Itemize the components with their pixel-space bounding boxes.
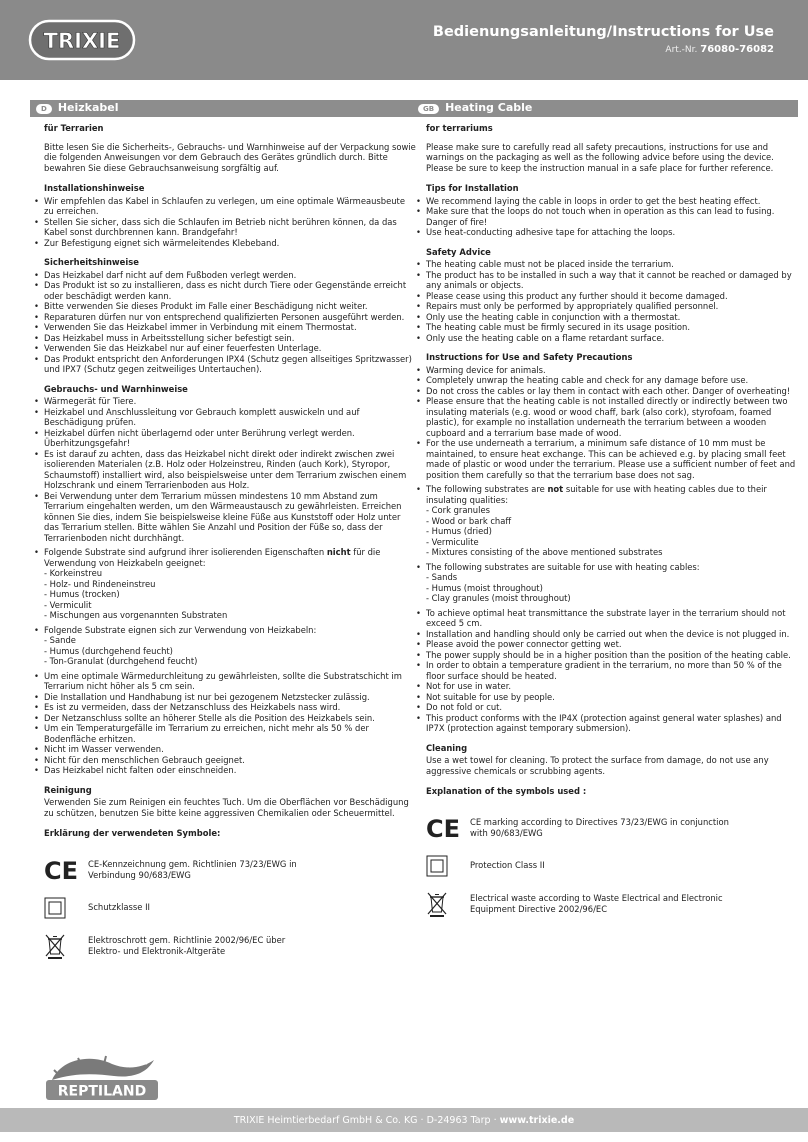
reptiland-logo	[42, 1050, 162, 1104]
trixie-logo	[28, 18, 136, 62]
list-item: • Not suitable for use by people.	[412, 692, 798, 703]
list-item: • Es ist zu vermeiden, dass der Netzanschluss des Heizkabels nass wird.	[30, 702, 416, 713]
list-item: • Heizkabel und Anschlussleitung vor Gebrauch komplett auswickeln und auf Beschädigung prüfen.	[30, 407, 416, 428]
list-item: • Use heat-conducting adhesive tape for attaching the loops.	[412, 227, 798, 238]
symbol-row-class2	[426, 855, 798, 877]
list-item: • Nicht im Wasser verwenden.	[30, 744, 416, 755]
substrate-item: - Holz- und Rindeneinstreu	[44, 578, 156, 589]
substrate-item: - Korkeinstreu	[44, 568, 103, 578]
symbol-desc-ce: CE marking according to Directives 73/23/EWG in conjunction with 90/683/EWG	[470, 817, 729, 838]
list-item: • The heating cable must be firmly secured in its usage position.	[412, 322, 798, 333]
ce-mark-icon	[44, 856, 79, 885]
symbol-desc-ce: CE-Kennzeichnung gem. Richtlinien 73/23/EWG in Verbindung 90/683/EWG	[88, 859, 297, 880]
list-item: • Do not fold or cut.	[412, 702, 798, 713]
section-title: Heizkabel	[57, 101, 119, 115]
list-item: • Das Heizkabel darf nicht auf dem Fußboden verlegt werden.	[30, 270, 416, 281]
list-item: • Please avoid the power connector getting wet.	[412, 639, 798, 650]
substrate-item: - Humus (dried)	[426, 526, 492, 536]
symbol-row-class2	[44, 897, 416, 919]
substrate-item: - Sands	[426, 572, 458, 582]
section-bar-gb	[412, 100, 798, 117]
list-item: • Please cease using this product any further should it become damaged.	[412, 291, 798, 302]
section-title: Heating Cable	[445, 101, 533, 115]
list-item: • Bei Verwendung unter dem Terrarium müssen mindestens 10 mm Abstand zum Terrarium eingehalten werden, um den Wärmeaustausch zu gewährleisten. Erreichen können Sie dies, indem Sie beispielsweise kleine Füße aus Kunststoff oder Holz unter das Terrarium stellen. Bitte wählen Sie Anzahl und Position der Füße so, dass der Terrarienboden nicht durchhängt.	[30, 491, 416, 544]
list-item: • This product conforms with the IP4X (protection against general water splashes) and IP7X (protection against temporary submersion).	[412, 713, 798, 734]
list-item: • Wärmegerät für Tiere.	[30, 396, 416, 407]
footer-company: TRIXIE Heimtierbedarf GmbH & Co. KG · D-24963 Tarp ·	[233, 1114, 497, 1126]
symbol-row-ce	[426, 815, 798, 841]
german-column	[30, 100, 416, 959]
list-item: • Reparaturen dürfen nur von entsprechend qualifizierten Personen ausgeführt werden.	[30, 312, 416, 323]
substrate-item: - Sande	[44, 635, 76, 645]
document-title: Bedienungsanleitung/Instructions for Use	[432, 24, 774, 40]
symbol-row-ce	[44, 857, 416, 883]
language-badge: GB	[418, 104, 439, 114]
list-item: • In order to obtain a temperature gradient in the terrarium, no more than 50 % of the floor surface should be heated.	[412, 660, 798, 681]
list-item: • Nicht für den menschlichen Gebrauch geeignet.	[30, 755, 416, 766]
cleaning-text: Use a wet towel for cleaning. To protect the surface from damage, do not use any aggressive chemicals or scrubbing agents.	[426, 755, 769, 776]
page-footer	[0, 1108, 808, 1132]
heading-symbols: Explanation of the symbols used :	[426, 786, 587, 796]
article-number: Art.-Nr. 76080-76082	[665, 44, 774, 55]
list-item-suitable: • The following substrates are suitable for use with heating cables: - Sands - Humus (moist throughout) - Clay granules (moist throughout)	[412, 562, 798, 604]
svg-text:CE: CE	[426, 814, 461, 843]
list-item: • Completely unwrap the heating cable and check for any damage before use.	[412, 375, 798, 386]
heading-cleaning: Cleaning	[426, 742, 468, 753]
list-item: • Um eine optimale Wärmedurchleitung zu gewährleisten, sollte die Substratschicht im Terrarium nicht höher als 5 cm sein.	[30, 671, 416, 692]
substrate-item: - Mischungen aus vorgenannten Substraten	[44, 610, 228, 620]
language-badge: D	[36, 104, 52, 114]
substrate-item: - Vermiculite	[426, 536, 479, 547]
use-list	[30, 396, 416, 776]
list-item: • We recommend laying the cable in loops in order to get the best heating effect.	[412, 196, 798, 207]
english-column	[412, 100, 798, 917]
substrate-item: - Humus (moist throughout)	[426, 582, 543, 593]
protection-class-2-icon	[44, 897, 66, 919]
svg-text:TRIXIE: TRIXIE	[43, 29, 121, 53]
tips-list	[412, 196, 798, 238]
list-item: • Verwenden Sie das Heizkabel immer in Verbindung mit einem Thermostat.	[30, 322, 416, 333]
weee-bin-icon	[426, 891, 448, 917]
list-item: • Bitte verwenden Sie dieses Produkt im Falle einer Beschädigung nicht weiter.	[30, 301, 416, 312]
heading-use: Instructions for Use and Safety Precautions	[426, 352, 633, 362]
list-item-suitable: • Folgende Substrate eignen sich zur Verwendung von Heizkabeln: - Sande - Humus (durchgehend feucht) - Ton-Granulat (durchgehend feucht)	[30, 625, 416, 667]
substrate-item: - Humus (trocken)	[44, 589, 120, 599]
list-item: • Do not cross the cables or lay them in contact with each other. Danger of overheating!	[412, 386, 798, 397]
list-item: • Repairs must only be performed by appropriately qualified personnel.	[412, 301, 798, 312]
substrate-item: - Wood or bark chaff	[426, 515, 512, 526]
heading-cleaning: Reinigung	[44, 784, 92, 795]
list-item: • Please ensure that the heating cable is not installed directly or indirectly between two insulating materials (e.g. wood or wood chaff, bark (also cork), styrofoam, foamed plastic), for example no installation underneath the terrarium between a wooden cupboard and a terrarium base made of wood.	[412, 396, 798, 438]
heading-symbols: Erklärung der verwendeten Symbole:	[44, 828, 221, 838]
substrate-item: - Mixtures consisting of the above mentioned substrates	[426, 547, 663, 557]
substrate-item: - Humus (durchgehend feucht)	[44, 645, 173, 656]
list-item: • Das Produkt entspricht den Anforderungen IPX4 (Schutz gegen allseitiges Spritzwasser) und IPX7 (Schutz gegen zeitweiliges Untertauchen).	[30, 354, 416, 375]
page-header	[0, 0, 808, 80]
symbol-row-weee	[426, 891, 798, 917]
safety-list	[412, 259, 798, 343]
list-item: • The heating cable must not be placed inside the terrarium.	[412, 259, 798, 270]
list-item-unsuitable: • The following substrates are not suitable for use with heating cables due to their insulating qualities: - Cork granules - Wood or bark chaff - Humus (dried) - Vermiculite - Mixtures consisting of the above mentioned substrates	[412, 484, 798, 558]
symbol-desc-weee: Electrical waste according to Waste Electrical and Electronic Equipment Directive 2002/96/EC	[470, 893, 723, 914]
section-bar-de	[30, 100, 416, 117]
substrate-item: - Cork granules	[426, 505, 490, 515]
cleaning-text: Verwenden Sie zum Reinigen ein feuchtes Tuch. Um die Oberflächen vor Beschädigung zu schützen, benutzen Sie bitte keine aggressiven Chemikalien oder Scheuermittel.	[44, 797, 409, 818]
list-item: • The product has to be installed in such a way that it cannot be reached or damaged by any animals or objects.	[412, 270, 798, 291]
protection-class-2-icon	[426, 855, 448, 877]
list-item: • Die Installation und Handhabung ist nur bei gezogenem Netzstecker zulässig.	[30, 692, 416, 703]
ce-mark-icon	[426, 814, 461, 843]
heading-install: Installationshinweise	[44, 183, 145, 193]
list-item: • Stellen Sie sicher, dass sich die Schlaufen im Betrieb nicht berühren können, da das Kabel sonst durchbrennen kann. Brandgefahr!	[30, 217, 416, 238]
list-item: • To achieve optimal heat transmittance the substrate layer in the terrarium should not exceed 5 cm.	[412, 608, 798, 629]
list-item: • Es ist darauf zu achten, dass das Heizkabel nicht direkt oder indirekt zwischen zwei isolierenden Materialen (z.B. Holz oder Holzeinstreu, Rinden (auch Kork), Styropor, Schaumstoff) installiert wird, also beispielsweise unter dem Terrarium zwischen einem Holzschrank und einem Terrarienboden aus Holz.	[30, 449, 416, 491]
heading-tips: Tips for Installation	[426, 183, 519, 193]
heading-safety: Safety Advice	[426, 246, 491, 257]
list-item: • Heizkabel dürfen nicht überlagernd oder unter Berührung verlegt werden. Überhitzungsgefahr!	[30, 428, 416, 449]
symbol-desc-class2: Protection Class II	[470, 860, 545, 871]
list-item: • Only use the heating cable in conjunction with a thermostat.	[412, 312, 798, 323]
substrate-item: - Vermiculit	[44, 599, 92, 610]
list-item: • Das Heizkabel muss in Arbeitsstellung sicher befestigt sein.	[30, 333, 416, 344]
list-item: • Only use the heating cable on a flame retardant surface.	[412, 333, 798, 344]
weee-bin-icon	[44, 933, 66, 959]
symbol-desc-weee: Elektroschrott gem. Richtlinie 2002/96/EC über Elektro- und Elektronik-Altgeräte	[88, 935, 286, 956]
list-item: • Der Netzanschluss sollte an höherer Stelle als die Position des Heizkabels sein.	[30, 713, 416, 724]
substrate-item: - Clay granules (moist throughout)	[426, 593, 571, 603]
symbol-row-weee	[44, 933, 416, 959]
intro-text: Bitte lesen Sie die Sicherheits-, Gebrauchs- und Warnhinweise auf der Verpackung sowie die folgenden Anweisungen vor dem Gebrauch des Gerätes gründlich durch. Bitte bewahren Sie diese Gebrauchsanweisung sorgfältig auf.	[44, 141, 416, 173]
list-item: • Das Heizkabel nicht falten oder einschneiden.	[30, 765, 416, 776]
subtitle: for terrariums	[426, 123, 493, 133]
list-item: • Das Produkt ist so zu installieren, dass es nicht durch Tiere oder Gegenstände erreicht oder beschädigt werden kann.	[30, 280, 416, 301]
subtitle: für Terrarien	[44, 123, 104, 133]
intro-text: Please make sure to carefully read all safety precautions, instructions for use and warnings on the packaging as well as the following advice before using the device. Please be sure to keep the instruction manual in a safe place for further reference.	[426, 141, 774, 173]
svg-text:CE: CE	[44, 856, 79, 885]
use-list	[412, 365, 798, 734]
list-item: • Wir empfehlen das Kabel in Schlaufen zu verlegen, um eine optimale Wärmeausbeute zu erreichen.	[30, 196, 416, 217]
heading-safety: Sicherheitshinweise	[44, 257, 139, 267]
list-item: • Zur Befestigung eignet sich wärmeleitendes Klebeband.	[30, 238, 416, 249]
list-item: • Warming device for animals.	[412, 365, 798, 376]
list-item: • Not for use in water.	[412, 681, 798, 692]
safety-list	[30, 270, 416, 375]
list-item: • Verwenden Sie das Heizkabel nur auf einer feuerfesten Unterlage.	[30, 343, 416, 354]
symbol-desc-class2: Schutzklasse II	[88, 902, 151, 913]
list-item: • The power supply should be in a higher position than the position of the heating cable.	[412, 650, 798, 661]
svg-text:REPTILAND: REPTILAND	[57, 1083, 147, 1100]
heading-use: Gebrauchs- und Warnhinweise	[44, 383, 188, 394]
list-item: • Make sure that the loops do not touch when in operation as this can lead to fusing. Danger of fire!	[412, 206, 798, 227]
list-item-unsuitable: • Folgende Substrate sind aufgrund ihrer isolierenden Eigenschaften nicht für die Verwendung von Heizkabeln geeignet: - Korkeinstreu - Holz- und Rindeneinstreu - Humus (trocken) - Vermiculit - Mischungen aus vorgenannten Substraten	[30, 547, 416, 621]
footer-url[interactable]: www.trixie.de	[499, 1114, 575, 1126]
list-item: • Installation and handling should only be carried out when the device is not plugged in.	[412, 629, 798, 640]
list-item: • For the use underneath a terrarium, a minimum safe distance of 10 mm must be maintained, to ensure heat exchange. This can be achieved e.g. by placing small feet made of plastic or wood under the terrarium. Please use a sufficient number of feet and position them carefully so that the terrarium base does not sag.	[412, 438, 798, 480]
list-item: • Um ein Temperaturgefälle im Terrarium zu erreichen, nicht mehr als 50 % der Bodenfläche erhitzen.	[30, 723, 416, 744]
install-list	[30, 196, 416, 249]
substrate-item: - Ton-Granulat (durchgehend feucht)	[44, 656, 198, 666]
